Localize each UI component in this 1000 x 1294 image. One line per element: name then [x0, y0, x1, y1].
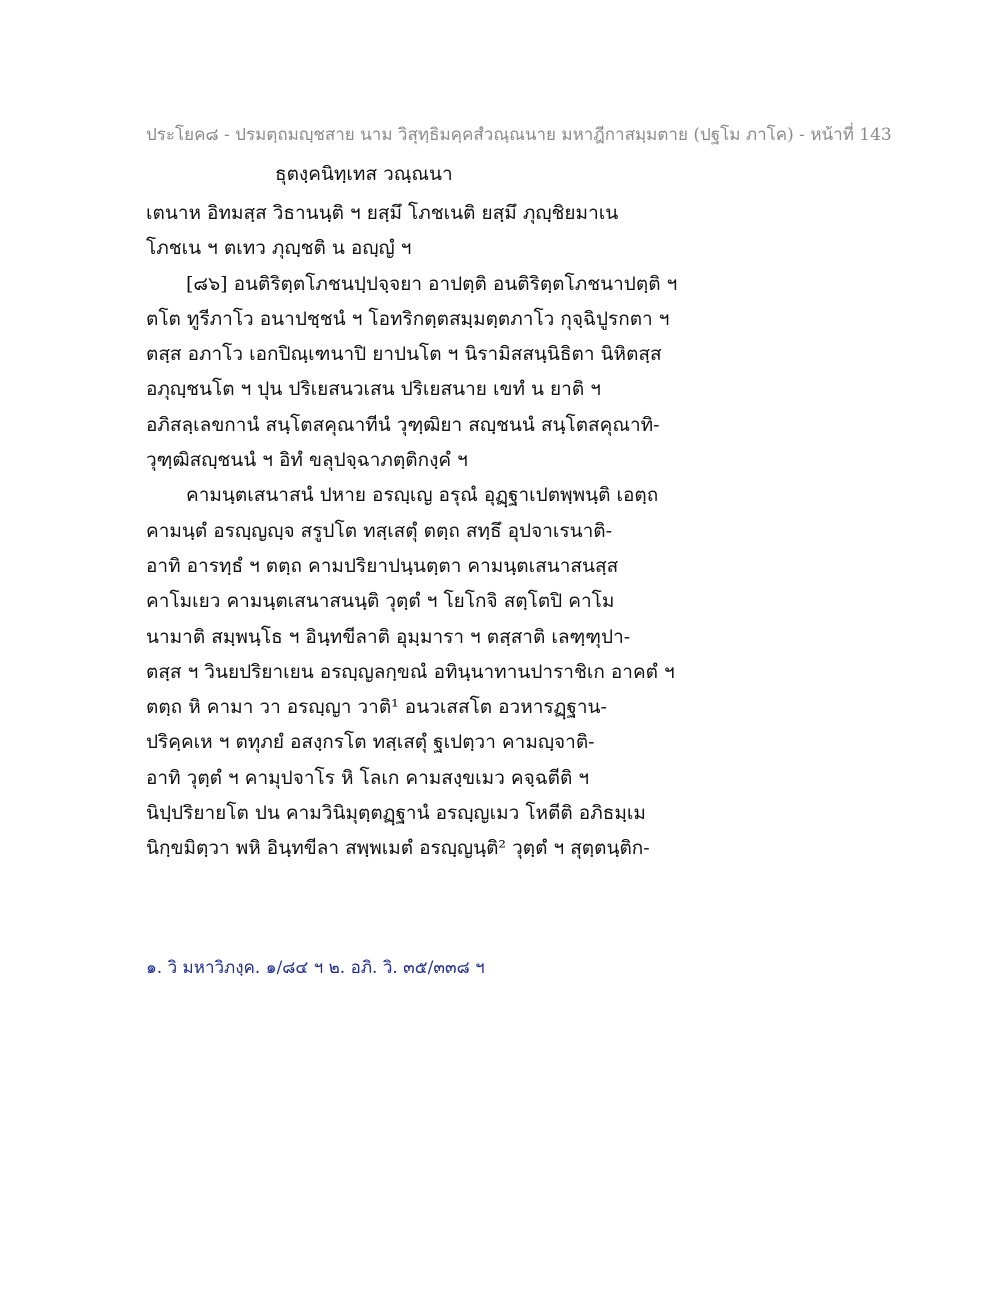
- text-line-19: นิกฺขมิตฺวา พหิ อินฺทขีลา สพฺพเมตํ อรญฺญนฺติ² วุตฺตํ ฯ สุตฺตนฺติก-: [146, 837, 650, 860]
- text-line-13: นามาติ สมฺพนฺโธ ฯ อินฺทขีลาติ อุมฺมารา ฯ ตสฺสาติ เลฑฺฑุปา-: [146, 625, 631, 648]
- body-text: [146, 196, 706, 867]
- text-line-15: ตตฺถ หิ คามา วา อรญฺญา วาติ¹ อนวเสสโต อวหารฏฺฐาน-: [146, 696, 607, 719]
- text-line-6: อภุญฺชนโต ฯ ปุน ปริเยสนวเสน ปริเยสนาย เขทํ น ยาติ ฯ: [146, 378, 601, 401]
- text-line-1: เตนาห อิทมสฺส วิธานนฺติ ฯ ยสฺมึ โภชเนติ ยสฺมึ ภุญฺชิยมาเน: [146, 202, 619, 224]
- text-line-10: คามนฺตํ อรญฺญญฺจ สรูปโต ทสฺเสตุํ ตตฺถ สทฺธึ อุปจาเรนาติ-: [146, 519, 613, 542]
- text-line-11: อาทิ อารทฺธํ ฯ ตตฺถ คามปริยาปนฺนตฺตา คามนฺตเสนาสนสฺส: [146, 554, 619, 577]
- text-line-3: [๘๖] อนติริตฺตโภชนปฺปจฺจยา อาปตฺติ อนติริตฺตโภชนาปตฺติ ฯ: [186, 272, 678, 295]
- text-line-14: ตสฺส ฯ วินยปริยาเยน อรญฺญลกฺขณํ อทินฺนาทานปาราชิเก อาคตํ ฯ: [146, 660, 675, 683]
- text-line-8: วุฑฺฒิสญฺชนนํ ฯ อิทํ ขลุปจฺฉาภตฺติกงฺคํ ฯ: [146, 449, 468, 472]
- text-line-2: โภชเน ฯ ตเทว ภุญฺชติ น อญฺญํ ฯ: [146, 237, 412, 260]
- section-title: ธุตงฺคนิทฺเทส วณฺณนา: [275, 163, 453, 185]
- text-line-9: คามนฺตเสนาสนํ ปหาย อรญฺเญ อรุณํ อุฏฺฐาเปตพฺพนฺติ เอตฺถ: [186, 484, 659, 507]
- text-line-7: อภิสลฺเลขกานํ สนฺโตสคุณาทีนํ วุฑฺฒิยา สญฺชนนํ สนฺโตสคุณาทิ-: [146, 413, 660, 436]
- text-line-17: อาทิ วุตฺตํ ฯ คามุปจาโร หิ โลเก คามสงฺขเมว คจฺฉตีติ ฯ: [146, 766, 590, 789]
- footnote: ๑. วิ มหาวิภงฺค. ๑/๘๔ ฯ ๒. อภิ. วิ. ๓๕/๓๓๘ ฯ: [146, 958, 485, 978]
- text-line-16: ปริคฺคเห ฯ ตทุภยํ อสงฺกรโต ทสฺเสตุํ ฐเปตฺวา คามญฺจาติ-: [146, 731, 595, 754]
- text-line-4: ตโต ทูรีภาโว อนาปชฺชนํ ฯ โอทริกตฺตสมฺมตฺตภาโว กุจฺฉิปูรกตา ฯ: [146, 307, 670, 330]
- text-line-12: คาโมเยว คามนฺตเสนาสนนฺติ วุตฺตํ ฯ โยโกจิ สตฺโตปิ คาโม: [146, 590, 615, 613]
- text-line-18: นิปฺปริยายโต ปน คามวินิมุตฺตฏฺฐานํ อรญฺญเมว โหตีติ อภิธมฺเม: [146, 802, 646, 825]
- text-line-5: ตสฺส อภาโว เอกปิณฺเฑนาปิ ยาปนโต ฯ นิรามิสสนฺนิธิตา นิหิตสฺส: [146, 343, 662, 366]
- running-header: ประโยค๘ - ปรมตฺถมญฺชสาย นาม วิสุทฺธิมคฺคสํวณฺณนาย มหาฎีกาสมฺมตาย (ปฐโม ภาโค) - หน้าที่ 143: [146, 125, 892, 145]
